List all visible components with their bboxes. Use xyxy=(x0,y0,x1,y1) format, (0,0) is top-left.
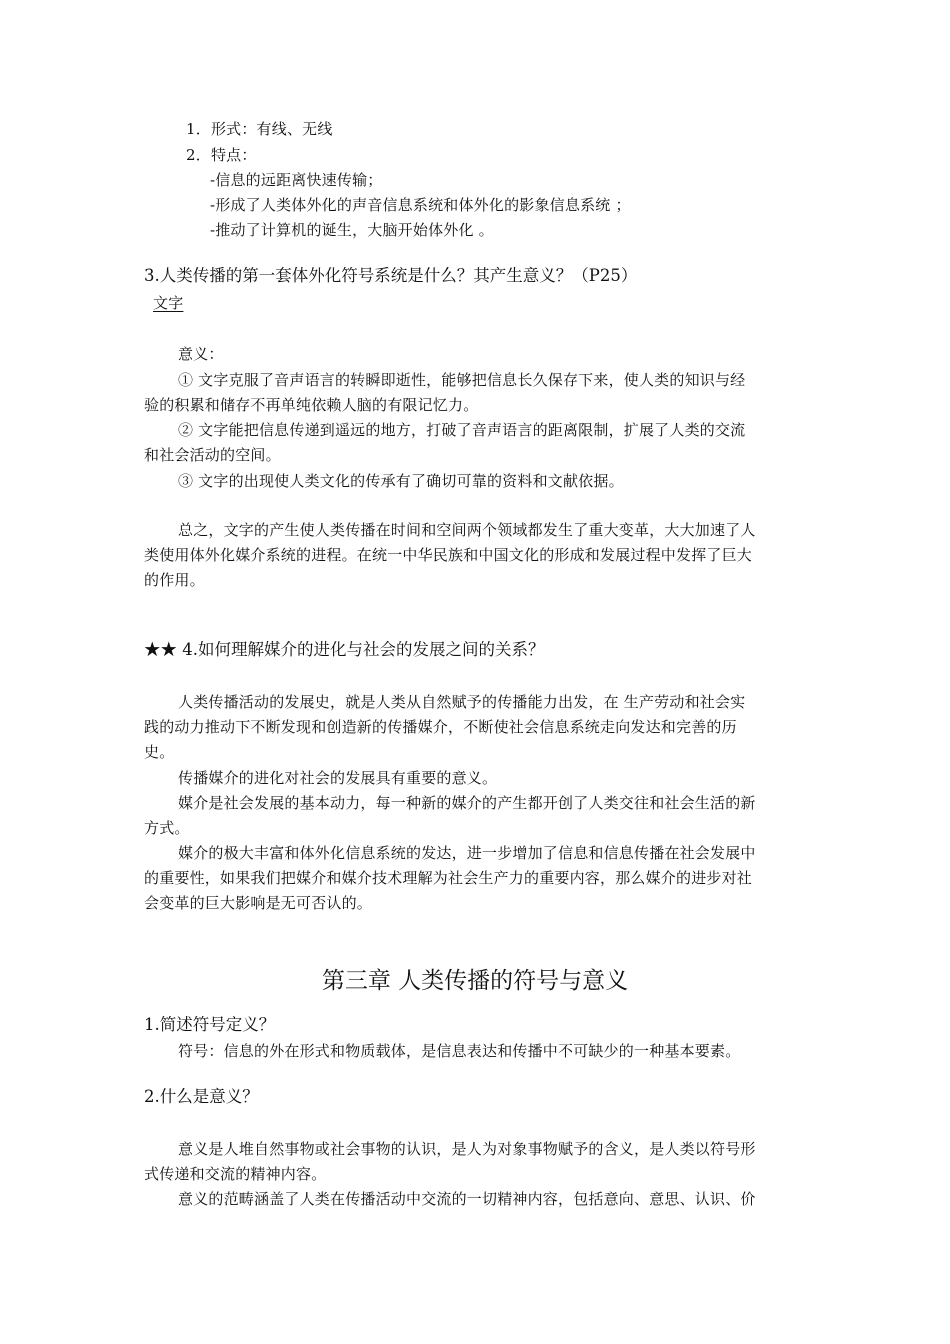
chapter-title: 第三章 人类传播的符号与意义 xyxy=(321,968,629,994)
paragraph-line: 类使用体外化媒介系统的进程。在统一中华民族和中国文化的形成和发展过程中发挥了巨大 xyxy=(144,546,753,564)
paragraph-line: 媒介是社会发展的基本动力，每一种新的媒介的产生都开创了人类交往和社会生活的新 xyxy=(178,794,756,812)
list-item-form: 1．形式：有线、无线 xyxy=(186,120,333,138)
paragraph-line: 史。 xyxy=(144,743,175,761)
paragraph-line: 人类传播活动的发展史，就是人类从自然赋予的传播能力出发，在 生产劳动和社会实 xyxy=(178,693,746,711)
paragraph-line: 的作用。 xyxy=(144,571,205,589)
feature-bullet: -推动了计算机的诞生，大脑开始体外化 。 xyxy=(210,221,494,239)
paragraph-line: 和社会活动的空间。 xyxy=(144,446,281,464)
answer-text: 文字 xyxy=(153,294,184,312)
question-heading: 3.人类传播的第一套体外化符号系统是什么？其产生意义？（P25） xyxy=(144,266,638,285)
paragraph-line: 会变革的巨大影响是无可否认的。 xyxy=(144,894,373,912)
paragraph-line: ③ 文字的出现使人类文化的传承有了确切可靠的资料和文献依据。 xyxy=(178,472,624,490)
paragraph-line: 总之，文字的产生使人类传播在时间和空间两个领域都发生了重大变革，大大加速了人 xyxy=(178,521,756,539)
paragraph-line: 方式。 xyxy=(144,819,190,837)
question-heading: 1.简述符号定义？ xyxy=(144,1015,276,1034)
paragraph-line: 的重要性，如果我们把媒介和媒介技术理解为社会生产力的重要内容，那么媒介的进步对社 xyxy=(144,869,753,887)
question-heading: ★★ 4.如何理解媒介的进化与社会的发展之间的关系？ xyxy=(144,640,545,659)
meaning-label: 意义： xyxy=(178,345,224,363)
paragraph-line: 意义的范畴涵盖了人类在传播活动中交流的一切精神内容，包括意向、意思、认识、价 xyxy=(178,1190,756,1208)
feature-bullet: -形成了人类体外化的声音信息系统和体外化的影象信息系统 ； xyxy=(210,196,631,214)
paragraph-line: 践的动力推动下不断发现和创造新的传播媒介，不断使社会信息系统走向发达和完善的历 xyxy=(144,718,737,736)
paragraph-line: 符号：信息的外在形式和物质载体，是信息表达和传播中不可缺少的一种基本要素。 xyxy=(178,1042,741,1060)
list-item-features: 2．特点： xyxy=(186,146,257,164)
paragraph-line: 式传递和交流的精神内容。 xyxy=(144,1165,327,1183)
paragraph-line: ① 文字克服了音声语言的转瞬即逝性，能够把信息长久保存下来，使人类的知识与经 xyxy=(178,371,746,389)
paragraph-line: ② 文字能把信息传递到遥远的地方，打破了音声语言的距离限制，扩展了人类的交流 xyxy=(178,421,746,439)
paragraph-line: 验的积累和储存不再单纯依赖人脑的有限记忆力。 xyxy=(144,396,479,414)
feature-bullet: -信息的远距离快速传输； xyxy=(210,171,383,189)
paragraph-line: 媒介的极大丰富和体外化信息系统的发达，进一步增加了信息和信息传播在社会发展中 xyxy=(178,844,756,862)
question-heading: 2.什么是意义？ xyxy=(144,1087,259,1106)
paragraph-line: 传播媒介的进化对社会的发展具有重要的意义。 xyxy=(178,769,498,787)
paragraph-line: 意义是人堆自然事物或社会事物的认识，是人为对象事物赋予的含义，是人类以符号形 xyxy=(178,1140,756,1158)
